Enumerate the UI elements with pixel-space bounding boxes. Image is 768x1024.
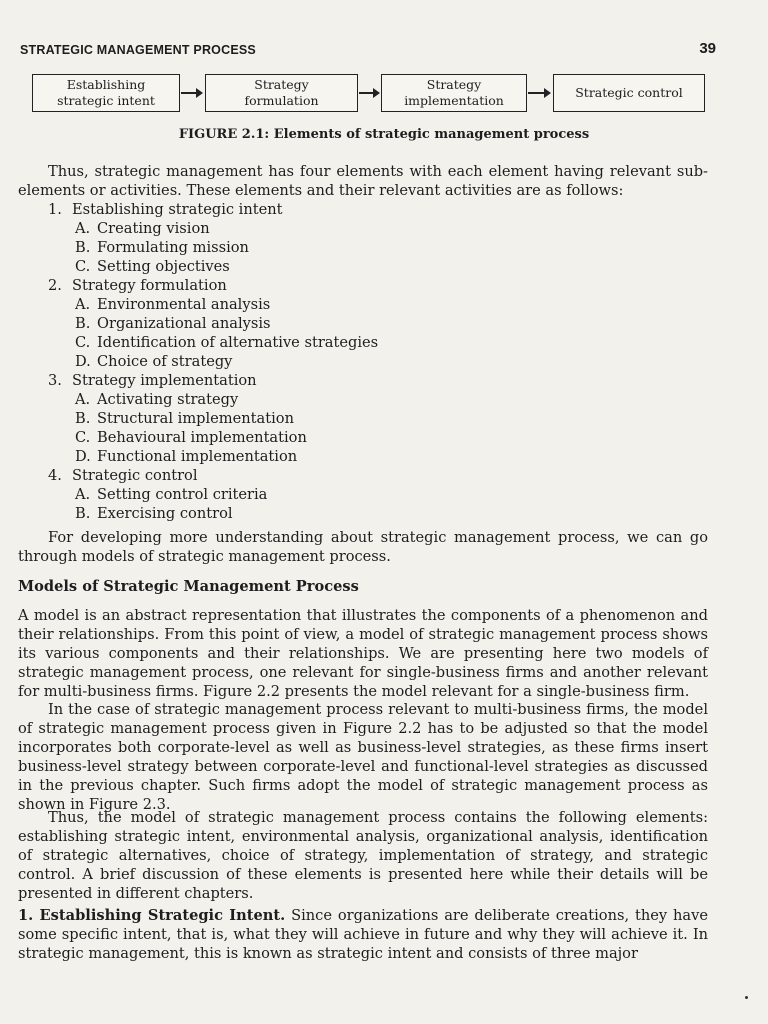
flow-arrow [181, 92, 201, 94]
sub-text: Setting control criteria [97, 486, 268, 503]
intent-body: Since organizations are deliberate creations, they have some specific intent, that is, what they will achieve in future and why they will achieve it. In strategic management, this is known as strategic intent and consists of three major [18, 907, 708, 962]
list-subitem [18, 485, 378, 504]
sub-text: Behavioural implementation [97, 429, 307, 446]
flow-box-line: implementation [404, 93, 504, 108]
list-subitem [18, 257, 378, 276]
sub-letter: B. [75, 239, 91, 256]
sub-letter: C. [75, 429, 91, 446]
model-paragraph: A model is an abstract representation that illustrates the components of a phenomenon and their relationships. From this point of view, a model of strategic management process shows its various components and their relationships. We are presenting here two models of strategic management process, one relevant for single-business firms and another relevant for multi-business firms. Figure 2.2 presents the model relevant for a single-business firm. [18, 607, 708, 700]
section-heading: Models of Strategic Management Process [18, 578, 359, 595]
list-element [18, 371, 378, 390]
sub-letter: A. [75, 391, 91, 408]
sub-letter: A. [75, 296, 91, 313]
sub-text: Environmental analysis [97, 296, 271, 313]
understanding-paragraph: For developing more understanding about strategic management process, we can go through models of strategic management process. [18, 529, 708, 565]
sub-letter: C. [75, 258, 91, 275]
elements-paragraph: Thus, the model of strategic management process contains the following elements: establishing strategic intent, environmental analysis, organizational analysis, identification of strategic alternatives, choice of strategy, implementation of strategy, and strategic control. A brief discussion of these elements is presented here while their details will be presented in different chapters. [18, 809, 708, 902]
multibusiness-paragraph: In the case of strategic management process relevant to multi-business firms, the model of strategic management process given in Figure 2.2 has to be adjusted so that the model incorporates both corporate-level as well as business-level strategies, as these firms insert business-level strategy between corporate-level and functional-level strategies as discussed in the previous chapter. Such firms adopt the model of strategic management process as shown in Figure 2.3. [18, 701, 708, 813]
sub-text: Creating vision [97, 220, 210, 237]
list-number: 4. [48, 467, 62, 484]
list-element [18, 200, 378, 219]
flow-box-line: formulation [244, 93, 319, 108]
flow-box-line: Strategic control [575, 85, 683, 100]
sub-text: Organizational analysis [97, 315, 271, 332]
list-element [18, 276, 378, 295]
flow-box-strategy-implementation [381, 74, 527, 112]
list-subitem [18, 428, 378, 447]
flow-box-line: Strategy [426, 77, 482, 92]
sub-letter: D. [75, 353, 91, 370]
list-subitem [18, 504, 378, 523]
flow-box-establishing-intent [32, 74, 180, 112]
sub-text: Structural implementation [97, 410, 294, 427]
list-title: Strategy formulation [72, 277, 227, 294]
flow-box-line: Strategy [254, 77, 309, 92]
flow-arrow [528, 92, 549, 94]
sub-text: Formulating mission [97, 239, 249, 256]
flow-box-line: Establishing [66, 77, 146, 92]
sub-letter: A. [75, 486, 91, 503]
sub-text: Identification of alternative strategies [97, 334, 379, 351]
list-subitem [18, 314, 378, 333]
list-subitem [18, 333, 378, 352]
sub-text: Functional implementation [97, 448, 298, 465]
list-title: Strategy implementation [72, 372, 257, 389]
sub-letter: B. [75, 410, 91, 427]
list-number: 3. [48, 372, 62, 389]
sub-letter: B. [75, 505, 91, 522]
figure-caption: FIGURE 2.1: Elements of strategic management process [178, 127, 590, 142]
list-subitem [18, 447, 378, 466]
intent-lead: 1. Establishing Strategic Intent. [18, 907, 286, 924]
intro-paragraph: Thus, strategic management has four elements with each element having relevant sub-elements or activities. These elements and their relevant activities are as follows: [18, 163, 708, 199]
flow-box-line: strategic intent [57, 93, 155, 108]
list-element [18, 466, 378, 485]
sub-letter: B. [75, 315, 91, 332]
list-title: Establishing strategic intent [72, 201, 283, 218]
list-subitem [18, 238, 378, 257]
list-subitem [18, 219, 378, 238]
elements-list [18, 200, 378, 523]
list-subitem [18, 352, 378, 371]
flow-box-strategic-control [553, 74, 705, 112]
list-subitem [18, 409, 378, 428]
intent-paragraph [18, 906, 708, 963]
list-subitem [18, 390, 378, 409]
sub-text: Activating strategy [97, 391, 239, 408]
sub-letter: C. [75, 334, 91, 351]
sub-text: Setting objectives [97, 258, 230, 275]
sub-text: Exercising control [97, 505, 233, 522]
sub-letter: A. [75, 220, 91, 237]
list-number: 2. [48, 277, 62, 294]
running-header: STRATEGIC MANAGEMENT PROCESS [20, 43, 256, 57]
flow-box-strategy-formulation [205, 74, 358, 112]
list-number: 1. [48, 201, 62, 218]
list-title: Strategic control [72, 467, 198, 484]
list-subitem [18, 295, 378, 314]
flow-arrow [359, 92, 378, 94]
sub-text: Choice of strategy [97, 353, 233, 370]
speck-mark [745, 996, 748, 999]
sub-letter: D. [75, 448, 91, 465]
page-number: 39 [699, 40, 716, 57]
